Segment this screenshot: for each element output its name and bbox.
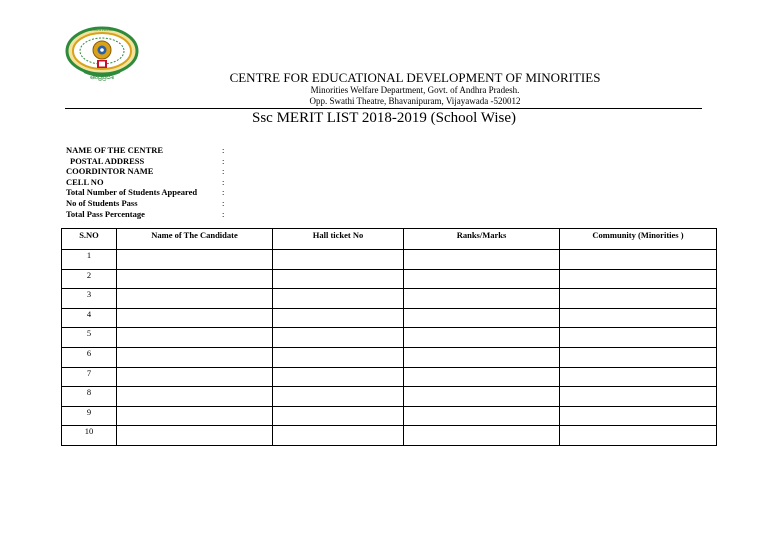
table-row [62,387,717,407]
hall-ticket-cell[interactable] [273,308,404,328]
info-colon: : [222,197,225,208]
hall-ticket-cell[interactable] [273,367,404,387]
info-label: Total Pass Percentage [66,208,145,219]
ranks-marks-cell[interactable] [404,347,560,367]
community-cell[interactable] [560,269,717,289]
hall-ticket-cell[interactable] [273,250,404,270]
sno-cell: 4 [62,308,117,328]
info-label: POSTAL ADDRESS [70,155,145,166]
candidate-name-cell[interactable] [117,347,273,367]
info-colon: : [222,208,225,219]
table-row [62,289,717,309]
candidate-name-cell[interactable] [117,328,273,348]
column-header-community: Community (Minorities ) [560,229,717,250]
candidate-name-cell[interactable] [117,269,273,289]
ranks-marks-cell[interactable] [404,269,560,289]
logo-caption: ఆంధ్రప్రదేశ్ [90,75,114,81]
table-row [62,250,717,270]
hall-ticket-cell[interactable] [273,406,404,426]
sno-cell: 9 [62,406,117,426]
merit-table [61,228,717,446]
address-line: Opp. Swathi Theatre, Bhavanipuram, Vijayawada -520012 [309,96,521,106]
sno-cell: 10 [62,426,117,446]
table-row [62,269,717,289]
info-label: No of Students Pass [66,197,138,208]
hall-ticket-cell[interactable] [273,387,404,407]
candidate-name-cell[interactable] [117,387,273,407]
ranks-marks-cell[interactable] [404,387,560,407]
info-colon: : [222,166,225,177]
info-label: NAME OF THE CENTRE [66,145,164,155]
column-header-ranks-marks: Ranks/Marks [404,229,560,250]
info-label: COORDINTOR NAME [66,166,154,177]
sno-cell: 6 [62,347,117,367]
candidate-name-cell[interactable] [117,289,273,309]
table-row [62,426,717,446]
info-colon: : [222,145,225,155]
table-header-row [62,229,717,250]
department-line: Minorities Welfare Department, Govt. of Andhra Pradesh. [310,85,520,95]
ranks-marks-cell[interactable] [404,289,560,309]
candidate-name-cell[interactable] [117,426,273,446]
info-label: Total Number of Students Appeared [66,187,198,198]
sno-cell: 5 [62,328,117,348]
info-colon: : [222,176,225,187]
community-cell[interactable] [560,387,717,407]
sno-cell: 1 [62,250,117,270]
community-cell[interactable] [560,426,717,446]
org-title: CENTRE FOR EDUCATIONAL DEVELOPMENT OF MINORITIES [229,70,601,85]
table-row [62,328,717,348]
ranks-marks-cell[interactable] [404,250,560,270]
column-header-hall-ticket: Hall ticket No [273,229,404,250]
community-cell[interactable] [560,406,717,426]
community-cell[interactable] [560,367,717,387]
info-colon: : [222,155,225,166]
hall-ticket-cell[interactable] [273,426,404,446]
candidate-name-cell[interactable] [117,367,273,387]
community-cell[interactable] [560,328,717,348]
community-cell[interactable] [560,308,717,328]
table-row [62,406,717,426]
candidate-name-cell[interactable] [117,250,273,270]
community-cell[interactable] [560,250,717,270]
hall-ticket-cell[interactable] [273,289,404,309]
sno-cell: 2 [62,269,117,289]
candidate-name-cell[interactable] [117,308,273,328]
table-row [62,367,717,387]
merit-list-title: Ssc MERIT LIST 2018-2019 (School Wise) [252,110,516,126]
table-row [62,308,717,328]
column-header-candidate-name: Name of The Candidate [117,229,273,250]
community-cell[interactable] [560,289,717,309]
sno-cell: 3 [62,289,117,309]
hall-ticket-cell[interactable] [273,347,404,367]
sno-cell: 7 [62,367,117,387]
hall-ticket-cell[interactable] [273,269,404,289]
ranks-marks-cell[interactable] [404,367,560,387]
candidate-name-cell[interactable] [117,406,273,426]
table-row [62,347,717,367]
sno-cell: 8 [62,387,117,407]
hall-ticket-cell[interactable] [273,328,404,348]
info-colon: : [222,187,225,198]
ranks-marks-cell[interactable] [404,328,560,348]
logo-emblem-text: ANDHRA PRADESH [86,28,118,32]
header-divider [65,108,702,109]
govt-logo [64,24,140,86]
ranks-marks-cell[interactable] [404,426,560,446]
info-label: CELL NO [66,176,104,187]
column-header-sno: S.NO [62,229,117,250]
community-cell[interactable] [560,347,717,367]
ranks-marks-cell[interactable] [404,406,560,426]
ranks-marks-cell[interactable] [404,308,560,328]
